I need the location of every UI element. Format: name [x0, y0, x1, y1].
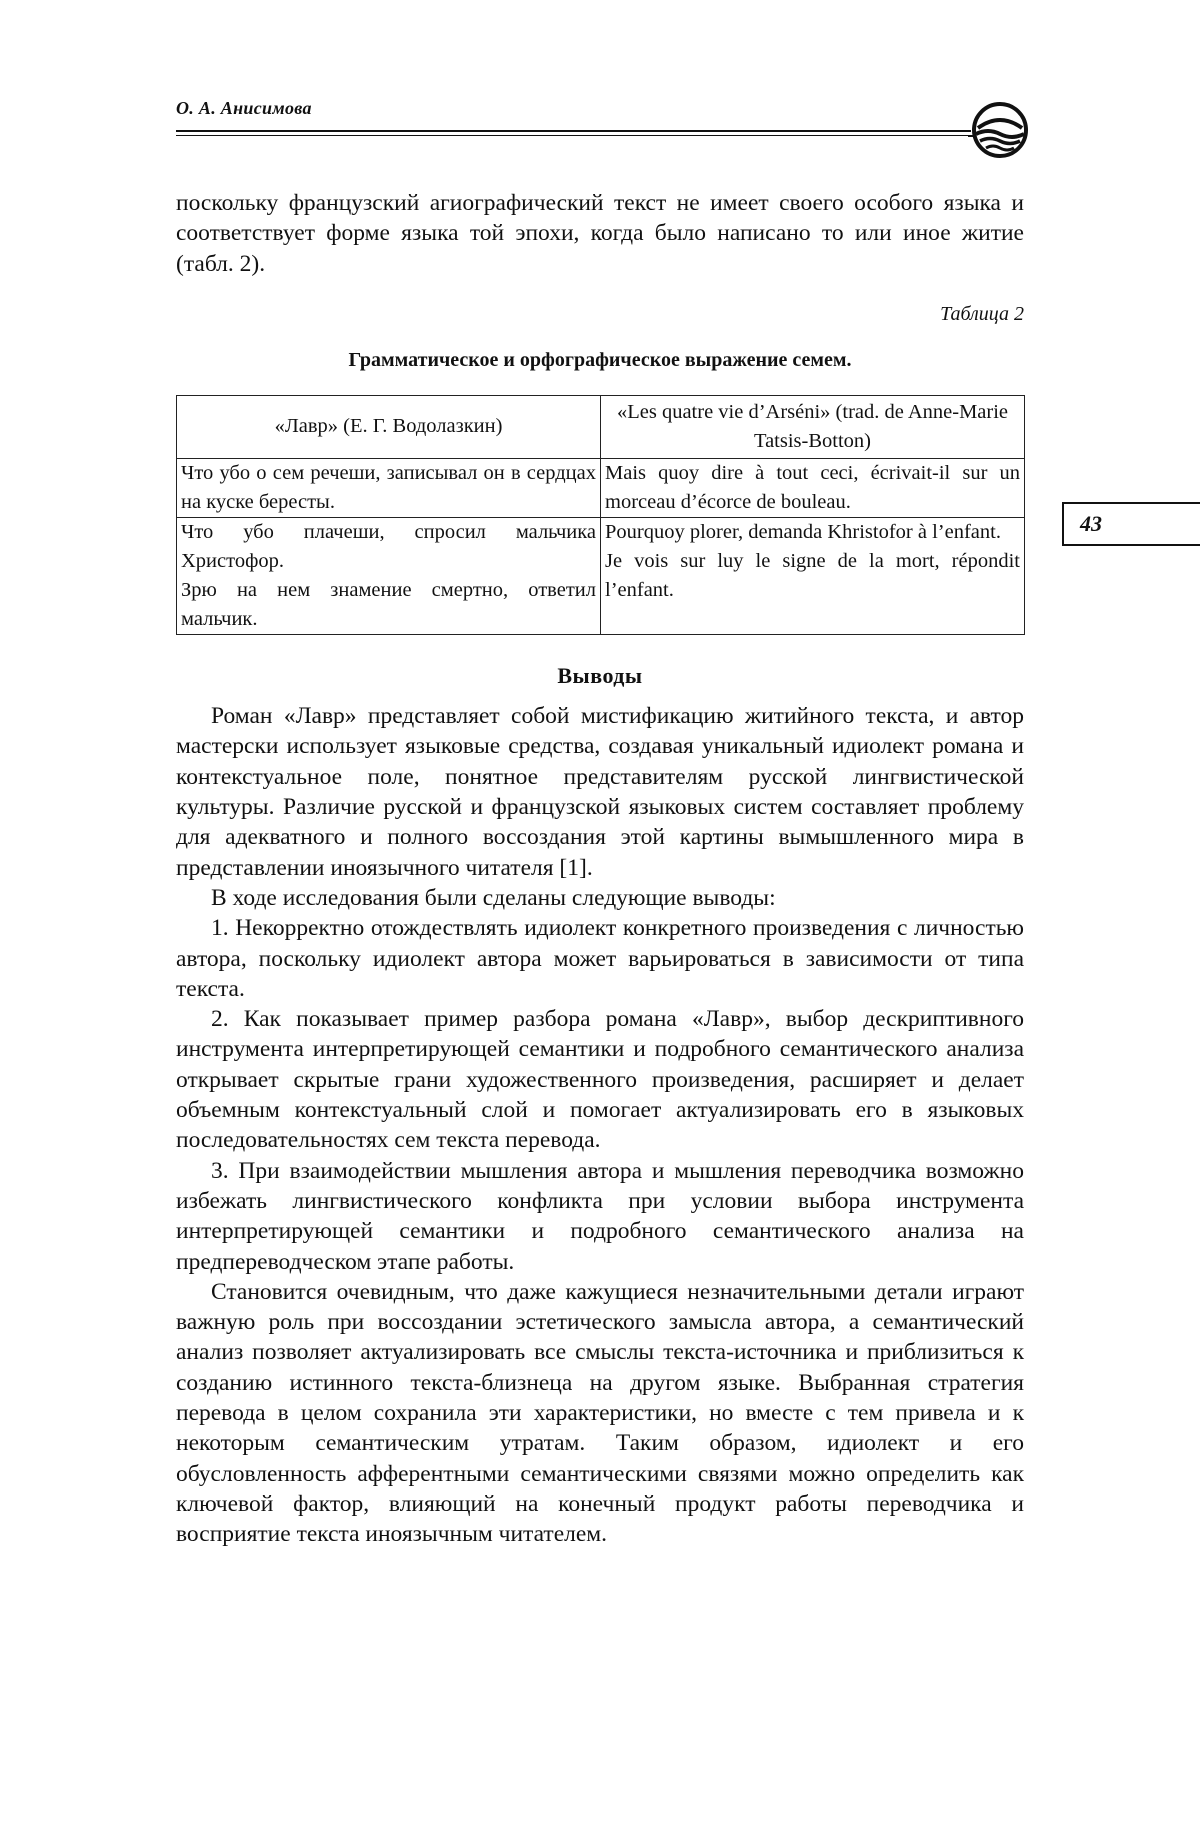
header-rule: [176, 130, 971, 132]
table-header-row: [177, 395, 1025, 458]
table-header-french: [601, 395, 1025, 458]
conclusions-paragraph: 2. Как показывает пример разбора романа «Лавр», выбор дескриптивного инструмента интерпретирующей семантики и подробного семантического анализа открывает скрытые грани художественного произведения, расширяет и делает объемным контекстуальный слой и помогает актуализировать его в языковых последовательностях сем текста перевода.: [176, 1006, 1024, 1154]
table-header-russian: «Лавр» (Е. Г. Водолазкин): [177, 395, 601, 458]
header-author: О. А. Анисимова: [176, 98, 312, 118]
journal-logo-icon: [968, 98, 1032, 162]
conclusions-paragraph: В ходе исследования были сделаны следующие выводы:: [211, 884, 776, 911]
table-cell-line: Что убо плачеши, спросил мальчика Христофор.: [181, 520, 596, 572]
table-cell: Mais quoy dire à tout ceci, écrivait-il sur un morceau d’écorce de bouleau.: [601, 458, 1025, 517]
running-header: [176, 98, 1024, 119]
intro-paragraph: поскольку французский агиографический текст не имеет своего особого языка и соответствует форме языка той эпохи, когда было написано то или иное житие (табл. 2).: [176, 190, 1024, 277]
table-cell: [177, 517, 601, 634]
page-number: 43: [1062, 502, 1200, 546]
table-row: [177, 458, 1025, 517]
conclusions-title: Выводы: [557, 662, 643, 688]
conclusions-paragraph: 1. Некорректно отождествлять идиолект конкретного произведения с личностью автора, поскольку идиолект автора может варьироваться в зависимости от типа текста.: [176, 915, 1024, 1002]
table-cell-line: Je vois sur luy le signe de la mort, répondit l’enfant.: [605, 549, 1020, 601]
table-cell-line: Зрю на нем знамение смертно, ответил мальчик.: [181, 578, 596, 630]
table-cell-line: Pourquoy plorer, demanda Khristofor à l’enfant.: [605, 520, 1001, 543]
comparison-table: [176, 395, 1025, 635]
table-bottom-border: [177, 634, 1025, 635]
table-row: [177, 517, 1025, 634]
conclusions-paragraph: Становится очевидным, что даже кажущиеся незначительными детали играют важную роль при воссоздании эстетического замысла автора, а семантический анализ позволяет актуализировать все смыслы текста-источника и приблизиться к созданию истинного текста-близнеца на другом языке. Выбранная стратегия перевода в целом сохранила эти характеристики, но вместе с тем привела и к некоторым семантическим утратам. Таким образом, идиолект и его обусловленность афферентными семантическими связями можно определить как ключевой фактор, влияющий на конечный продукт работы переводчика и восприятие текста иноязычным читателем.: [176, 1278, 1024, 1548]
table-caption: Таблица 2: [940, 302, 1024, 325]
conclusions-paragraph: 3. При взаимодействии мышления автора и мышления переводчика возможно избежать лингвистического конфликта при условии выбора инструмента интерпретирующей семантики и подробного семантического анализа на предпереводческом этапе работы.: [176, 1157, 1024, 1275]
table-header-french-text: «Les quatre vie d’Arséni» (trad. de Anne-Marie Tatsis-Botton): [616, 400, 1009, 452]
header-rule-thin: [176, 135, 971, 136]
table-title: Грамматическое и орфографическое выражение семем.: [348, 348, 852, 371]
conclusions-paragraph: Роман «Лавр» представляет собой мистификацию житийного текста, и автор мастерски использует языковые средства, создавая уникальный идиолект романа и контекстуальное поле, понятное представителям русской лингвистической культуры. Различие русской и французской языковых систем составляет проблему для адекватного и полного воссоздания этой картины вымышленного мира в представлении иноязычного читателя [1].: [176, 703, 1024, 881]
table-cell: [601, 517, 1025, 634]
table-cell: Что убо о сем речеши, записывал он в сердцах на куске бересты.: [177, 458, 601, 517]
page-body: [176, 188, 1024, 1550]
